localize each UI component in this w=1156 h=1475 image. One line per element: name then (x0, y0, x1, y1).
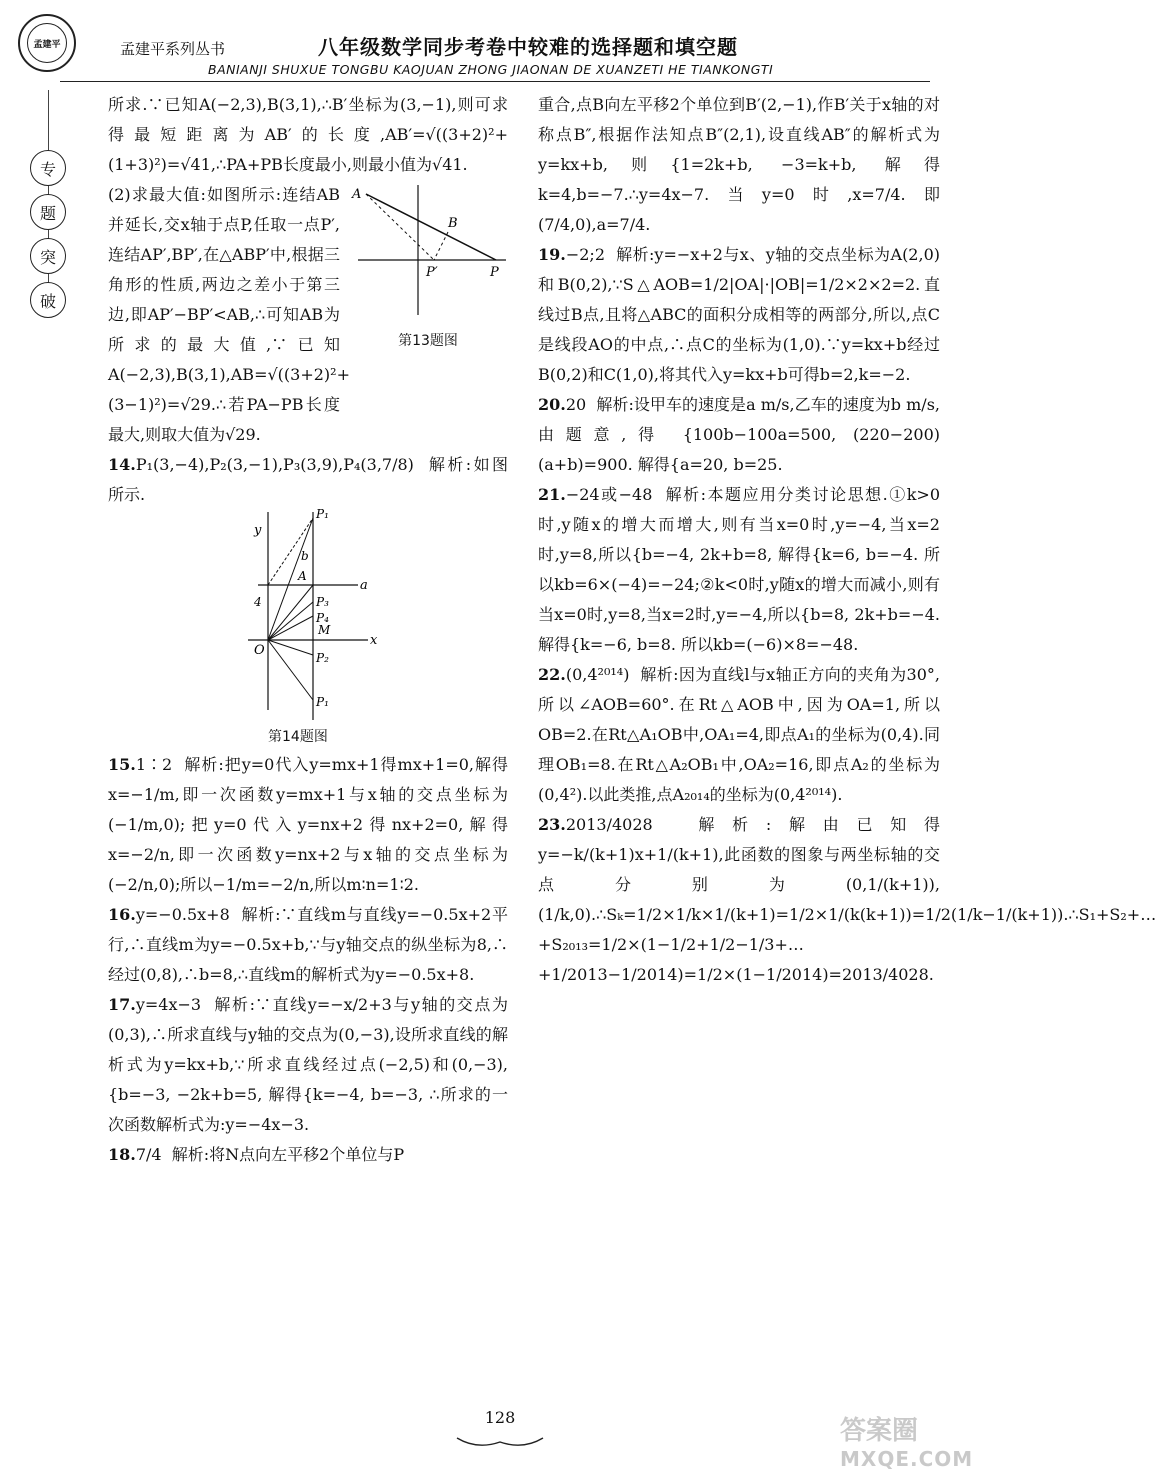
answer-14-text: P₁(3,−4),P₂(3,−1),P₃(3,9),P₄(3,7/8) 解析:如图所示. (108, 455, 508, 504)
fig14-label-P1: P₁ (316, 507, 329, 521)
side-tab-char-3: 突 (30, 238, 66, 274)
fig14-OP4 (268, 616, 313, 640)
answer-18 (108, 1140, 508, 1170)
side-tab-char-4: 破 (30, 282, 66, 318)
answer-14-number: 14. (108, 455, 136, 474)
page-ornament (455, 1432, 545, 1452)
answer-19-text: −2;2 解析:y=−x+2与x、y轴的交点坐标为A(2,0)和B(0,2),∵S△AOB=1/2|OA|·|OB|=1/2×2×2=2.直线过B点,且将△ABC的面积分成相等的两部分,所以,点C是线段AO的中点,∴点C的坐标为(1,0).∵y=kx+b经过B(0,2)和C(1,0),将其代入y=kx+b可得b=2,k=−2. (538, 245, 940, 384)
answer-21-number: 21. (538, 485, 566, 504)
fig13-label-A: A (352, 187, 362, 202)
answer-13-part1: 所求.∵已知A(−2,3),B(3,1),∴B′坐标为(3,−1),则可求得最短距离为AB′的长度,AB′=√((3+2)²+(1+3)²)=√41,∴PA+PB长度最小,则最小值为√41. (108, 95, 508, 174)
answer-20-number: 20. (538, 395, 566, 414)
fig13-line-AP-prime (366, 194, 434, 260)
page-header (0, 0, 1000, 95)
answer-16-number: 16. (108, 905, 136, 924)
fig14-OP2 (268, 640, 313, 655)
fig14-label-x: x (370, 633, 378, 648)
fig13-label-P: P (490, 265, 499, 280)
fig13-label-P-prime: P′ (426, 265, 438, 280)
fig14-label-P3: P₃ (316, 595, 329, 609)
side-tab-char-1: 专 (30, 150, 66, 186)
fig13-line-BP-prime (434, 232, 448, 260)
answer-22 (538, 660, 940, 810)
answer-14 (108, 450, 508, 510)
answer-16-text: y=−0.5x+8 解析:∵直线m与直线y=−0.5x+2平行,∴直线m为y=−0.5x+b,∵与y轴交点的纵坐标为8,∴经过(0,8),∴b=8,∴直线m的解析式为y=−0.5x+8. (108, 905, 508, 984)
left-column (108, 90, 508, 1170)
fig14-label-M: M (318, 623, 331, 637)
figure-14 (108, 507, 508, 750)
watermark-title: 答案圈 (840, 1416, 919, 1446)
book-title-pinyin: BANIANJI SHUXUE TONGBU KAOJUAN ZHONG JIAONAN DE XUANZETI HE TIANKONGTI (208, 62, 774, 77)
fig14-label-4: 4 (254, 595, 262, 609)
answer-21 (538, 480, 946, 660)
figure-13-graph (348, 180, 508, 320)
figure-13-caption: 第13题图 (398, 333, 458, 349)
answer-19 (538, 240, 940, 390)
watermark (840, 1410, 990, 1470)
answer-17-number: 17. (108, 995, 136, 1014)
side-tab (28, 90, 70, 310)
answer-20 (538, 390, 940, 480)
answer-15-text: 1∶2 解析:把y=0代入y=mx+1得mx+1=0,解得x=−1/m,即一次函数y=mx+1与x轴的交点坐标为(−1/m,0);把y=0代入y=nx+2得nx+2=0,解得x=−2/n,即一次函数y=nx+2与x轴的交点坐标为(−2/n,0);所以−1/m=−2/n,所以m∶n=1∶2. (108, 755, 508, 894)
answer-23-text: 2013/4028 解析:解由已知得y=−k/(k+1)x+1/(k+1),此函数的图象与两坐标轴的交点分别为(0,1/(k+1)),(1/k,0).∴Sₖ=1/2×1/k×1/(k+1)=1/2×1/(k(k+1))=1/2(1/k−1/(k+1)).∴S₁+S₂+…+S₂₀₁₃=1/2×(1−1/2+1/2−1/3+…+1/2013−1/2014)=1/2×(1−1/2014)=2013/4028. (538, 815, 1156, 984)
answer-17-text: y=4x−3 解析:∵直线y=−x/2+3与y轴的交点为(0,3),∴所求直线与y轴的交点为(0,−3),设所求直线的解析式为y=kx+b,∵所求直线经过点(−2,5)和(0,−3),{b=−3, −2k+b=5, 解得{k=−4, b=−3, ∴所求的一次函数解析式为:y=−4x−3. (108, 995, 508, 1134)
right-column (538, 90, 1156, 990)
answer-18-text: 7/4 解析:将N点向左平移2个单位与P (135, 1145, 405, 1164)
answer-15 (108, 750, 508, 900)
page-number: 128 (484, 1408, 516, 1427)
header-divider (60, 81, 930, 82)
fig14-label-A: A (298, 569, 307, 583)
figure-14-caption: 第14题图 (268, 729, 328, 745)
fig14-label-b: b (301, 549, 309, 563)
answer-16 (108, 900, 508, 990)
answer-22-text: (0,4²⁰¹⁴) 解析:因为直线l与x轴正方向的夹角为30°,所以∠AOB=60°.在Rt△AOB中,因为OA=1,所以OB=2.在Rt△A₁OB中,OA₁=4,即点A₁的坐标为(0,4).同理OB₁=8.在Rt△A₂OB₁中,OA₂=16,即点A₂的坐标为(0,4²).以此类推,点A₂₀₁₄的坐标为(0,4²⁰¹⁴). (538, 665, 940, 804)
figure-14-graph (108, 507, 508, 732)
fig14-label-y: y (254, 523, 262, 538)
fig14-label-P2: P₂ (316, 651, 329, 665)
answer-23 (538, 810, 1156, 990)
fig14-label-a: a (360, 578, 368, 593)
answer-15-number: 15. (108, 755, 136, 774)
fig14-label-P1-lower: P₁ (316, 695, 329, 709)
fig14-label-O: O (254, 643, 265, 658)
answer-13-part2: (2)求最大值:如图所示:连结AB并延长,交x轴于点P,任取一点P′,连结AP′,BP′,在△ABP′中,根据三角形的性质,两边之差小于第三边,即AP′−BP′<AB,∴可知AB为所求的最大值,∵已知A(−2,3),B(3,1),AB=√((3+2)²+(3−1)²)=√29.∴若PA−PB长度最大,则取大值为√29. (108, 185, 350, 444)
logo-text: 孟建平 (27, 23, 67, 63)
answer-20-text: 20 解析:设甲车的速度是a m/s,乙车的速度为b m/s,由题意,得 {100b−100a=500, (220−200)(a+b)=900. 解得{a=20, b=25. (538, 395, 940, 474)
answer-17 (108, 990, 508, 1140)
answer-22-number: 22. (538, 665, 566, 684)
series-logo (18, 14, 76, 72)
figure-13 (348, 180, 508, 450)
fig14-OA (268, 585, 313, 640)
answer-18-continued: 重合,点B向左平移2个单位到B′(2,−1),作B′关于x轴的对称点B″,根据作法知点B″(2,1),设直线AB″的解析式为y=kx+b,则{1=2k+b, −3=k+b, 解得k=4,b=−7.∴y=4x−7.当y=0时,x=7/4.即(7/4,0),a=7/4. (538, 95, 940, 234)
side-tab-char-2: 题 (30, 194, 66, 230)
fig14-OP1-below (268, 640, 313, 700)
answer-21-text: −24或−48 解析:本题应用分类讨论思想.①k>0时,y随x的增大而增大,则有当x=0时,y=−4,当x=2时,y=8,所以{b=−4, 2k+b=8, 解得{k=6, b=−4. 所以kb=6×(−4)=−24;②k<0时,y随x的增大而减小,则有当x=0时,y=8,当x=2时,y=−4,所以{b=8, 2k+b=−4. 解得{k=−6, b=8. 所以kb=(−6)×8=−48. (538, 485, 946, 654)
fig13-label-B: B (448, 216, 458, 231)
watermark-url: MXQE.COM (840, 1447, 974, 1471)
fig14-label-P4: P₄ (316, 611, 329, 625)
book-title: 八年级数学同步考卷中较难的选择题和填空题 (318, 35, 738, 59)
fig13-line-AP (366, 194, 496, 260)
answer-23-number: 23. (538, 815, 566, 834)
answer-19-number: 19. (538, 245, 566, 264)
answer-18-number: 18. (108, 1145, 136, 1164)
series-name: 孟建平系列丛书 (120, 40, 226, 58)
